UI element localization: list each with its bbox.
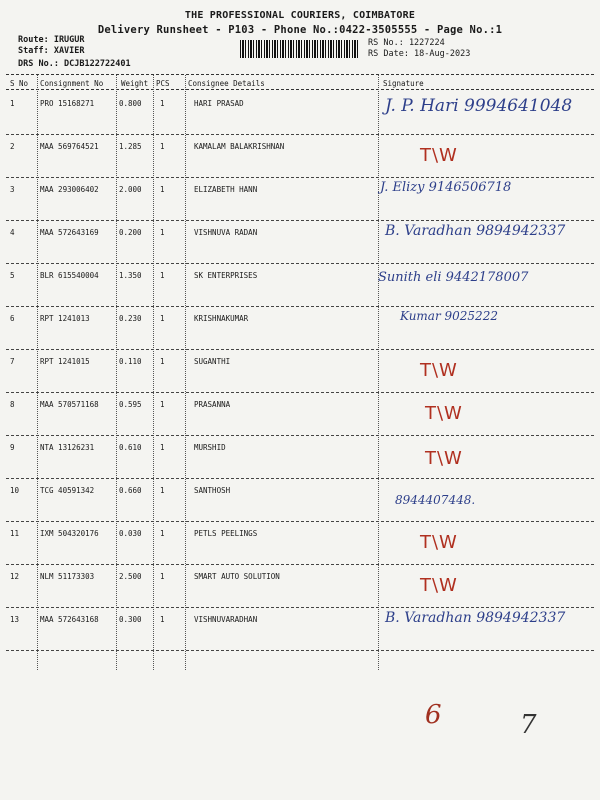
row-signature: J. Elizy 9146506718: [380, 180, 512, 195]
row-weight: 1.350: [119, 271, 142, 280]
row-weight: 0.300: [119, 615, 142, 624]
col-header-signature: Signature: [383, 79, 424, 88]
row-weight: 0.660: [119, 486, 142, 495]
row-pcs: 1: [160, 142, 165, 151]
row-consignee: VISHNUVARADHAN: [194, 615, 258, 624]
row-consignee: ELIZABETH HANN: [194, 185, 258, 194]
row-signature: T\W: [425, 448, 463, 469]
col-header-pcs: PCS: [156, 79, 170, 88]
runsheet-subtitle: Delivery Runsheet - P103 - Phone No.:0422-3505555 - Page No.:1: [97, 24, 503, 36]
header-divider-top: [6, 74, 594, 75]
row-signature: T\W: [425, 403, 463, 424]
row-consignment-no: MAA 572643169: [40, 228, 99, 237]
row-sno: 13: [10, 615, 20, 624]
row-consignment-no: PRO 15168271: [40, 99, 95, 108]
rs-number: RS No.: 1227224: [368, 38, 445, 48]
row-consignee: VISHNUVA RADAN: [194, 228, 258, 237]
drs-number: DRS No.: DCJB122722401: [18, 59, 131, 69]
row-consignment-no: MAA 570571168: [40, 400, 99, 409]
row-pcs: 1: [160, 486, 165, 495]
row-signature: Kumar 9025222: [400, 309, 498, 323]
row-weight: 2.000: [119, 185, 142, 194]
row-signature: 8944407448.: [395, 493, 476, 507]
row-signature: T\W: [420, 145, 458, 166]
row-consignee: SUGANTHI: [194, 357, 231, 366]
row-sno: 9: [10, 443, 15, 452]
row-sno: 2: [10, 142, 15, 151]
col-header-sno: S No: [10, 79, 29, 88]
row-weight: 0.110: [119, 357, 142, 366]
row-weight: 1.285: [119, 142, 142, 151]
row-consignee: KRISHNAKUMAR: [194, 314, 249, 323]
table-row: [0, 479, 600, 522]
row-sno: 5: [10, 271, 15, 280]
row-sno: 6: [10, 314, 15, 323]
table-row: [0, 608, 600, 651]
rs-date: RS Date: 18-Aug-2023: [368, 49, 471, 59]
row-pcs: 1: [160, 400, 165, 409]
table-row: [0, 522, 600, 565]
table-row: [0, 436, 600, 479]
footer-mark: 6: [425, 700, 442, 730]
row-consignment-no: BLR 615540004: [40, 271, 99, 280]
row-weight: 0.030: [119, 529, 142, 538]
table-row: [0, 307, 600, 350]
row-sno: 11: [10, 529, 20, 538]
table-row: [0, 178, 600, 221]
table-row: [0, 221, 600, 264]
row-consignment-no: MAA 569764521: [40, 142, 99, 151]
row-signature: B. Varadhan 9894942337: [385, 223, 566, 239]
row-pcs: 1: [160, 529, 165, 538]
row-consignment-no: NTA 13126231: [40, 443, 95, 452]
footer-mark: 7: [520, 710, 537, 740]
row-consignee: HARI PRASAD: [194, 99, 244, 108]
row-signature: T\W: [420, 532, 458, 553]
row-weight: 0.595: [119, 400, 142, 409]
row-signature: Sunith eli 9442178007: [378, 270, 529, 285]
table-row: [0, 350, 600, 393]
row-pcs: 1: [160, 99, 165, 108]
row-signature: B. Varadhan 9894942337: [385, 610, 566, 626]
row-consignee: KAMALAM BALAKRISHNAN: [194, 142, 285, 151]
row-consignee: SMART AUTO SOLUTION: [194, 572, 280, 581]
row-signature: T\W: [420, 575, 458, 596]
row-pcs: 1: [160, 185, 165, 194]
row-consignee: SANTHOSH: [194, 486, 231, 495]
row-consignee: MURSHID: [194, 443, 226, 452]
row-pcs: 1: [160, 271, 165, 280]
row-consignee: PRASANNA: [194, 400, 231, 409]
table-row: [0, 92, 600, 135]
row-consignment-no: TCG 40591342: [40, 486, 95, 495]
table-row: [0, 393, 600, 436]
row-weight: 0.610: [119, 443, 142, 452]
table-row: [0, 135, 600, 178]
row-sno: 3: [10, 185, 15, 194]
barcode: [240, 40, 360, 58]
row-consignee: PETLS PEELINGS: [194, 529, 258, 538]
table-row: [0, 264, 600, 307]
row-divider: [6, 650, 594, 651]
col-header-consignment: Consignment No: [40, 79, 104, 88]
row-consignment-no: NLM 51173303: [40, 572, 95, 581]
row-consignment-no: MAA 572643168: [40, 615, 99, 624]
row-consignee: SK ENTERPRISES: [194, 271, 258, 280]
row-weight: 2.500: [119, 572, 142, 581]
header-divider-bottom: [6, 89, 594, 90]
row-pcs: 1: [160, 314, 165, 323]
row-consignment-no: MAA 293006402: [40, 185, 99, 194]
row-pcs: 1: [160, 357, 165, 366]
row-weight: 0.800: [119, 99, 142, 108]
row-sno: 12: [10, 572, 20, 581]
company-title: THE PROFESSIONAL COURIERS, COIMBATORE: [184, 10, 416, 21]
row-consignment-no: IXM 504320176: [40, 529, 99, 538]
row-pcs: 1: [160, 443, 165, 452]
row-pcs: 1: [160, 572, 165, 581]
col-header-weight: Weight: [121, 79, 149, 88]
row-sno: 7: [10, 357, 15, 366]
row-pcs: 1: [160, 615, 165, 624]
table-row: [0, 565, 600, 608]
row-sno: 8: [10, 400, 15, 409]
row-signature: J. P. Hari 9994641048: [385, 96, 573, 116]
row-consignment-no: RPT 1241013: [40, 314, 90, 323]
row-sno: 4: [10, 228, 15, 237]
row-weight: 0.200: [119, 228, 142, 237]
row-consignment-no: RPT 1241015: [40, 357, 90, 366]
route-label: Route: IRUGUR: [18, 35, 85, 45]
row-sno: 10: [10, 486, 20, 495]
row-sno: 1: [10, 99, 15, 108]
col-header-consignee: Consignee Details: [188, 79, 265, 88]
staff-label: Staff: XAVIER: [18, 46, 85, 56]
row-signature: T\W: [420, 360, 458, 381]
row-pcs: 1: [160, 228, 165, 237]
row-weight: 0.230: [119, 314, 142, 323]
